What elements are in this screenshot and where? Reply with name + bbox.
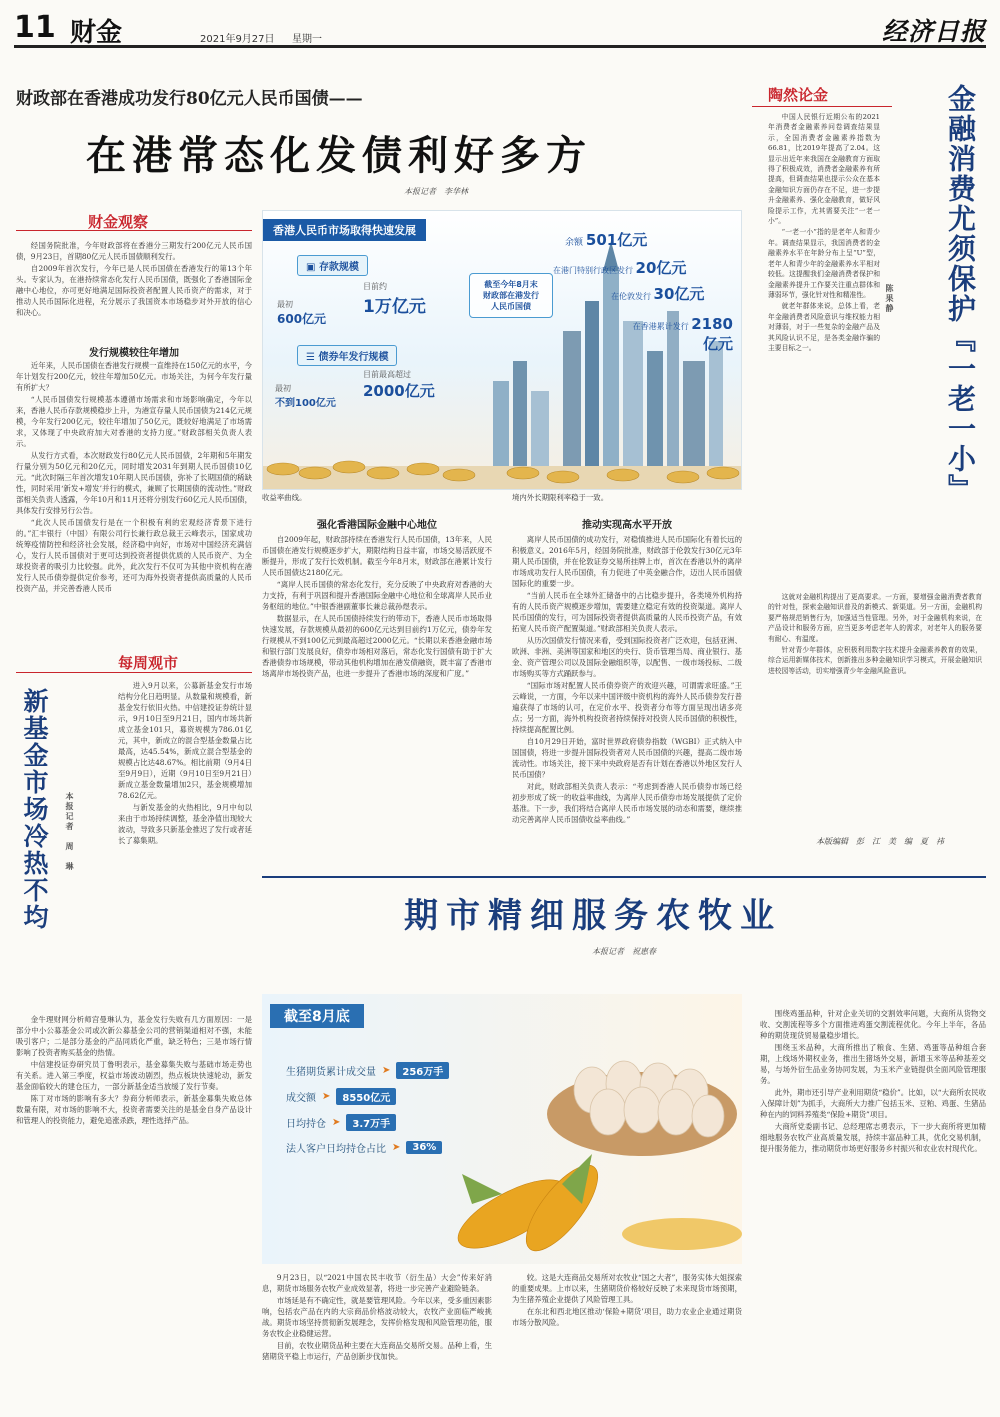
- commentary-rule: [752, 106, 892, 107]
- commentary-body-bottom: [768, 592, 982, 818]
- futures-paragraph: 较。这是大连商品交易所对农牧业“国之大者”，服务实体大姐探索的重要成果。上市以来，生猪期货价格较好反映了未来现货市场预期，为生猪养殖企业提供了风险管理工具。: [512, 1273, 742, 1304]
- finance-observation-label: 财金观察: [88, 213, 149, 231]
- deposit-label-text: 存款规模: [318, 262, 359, 273]
- deposit-current-label: 目前约: [363, 282, 387, 291]
- arrow-right-icon: ➤: [332, 1117, 341, 1128]
- issue-date: 2021年9月27日: [200, 34, 275, 45]
- futures-paragraph: 大商所党委副书记、总经理席志勇表示，下一步大商所将更加精细地服务农牧产业高质量发展，持续丰富品种工具，优化交易机制，提升服务能力，推动期货市场更好服务乡村振兴和农业农村现代化。: [760, 1122, 986, 1153]
- futures-stat-value: 256万手: [396, 1062, 449, 1079]
- stat-macau: [553, 257, 686, 278]
- futures-stat-value: 36%: [406, 1141, 442, 1154]
- fund-story-body-top: [118, 680, 252, 1010]
- futures-paragraph: 此外，期市还引导产业利用期货“稳价”。比如，以“大商所农民收入保障计划”为抓手，大商所大力推广包括玉米、豆粕、鸡蛋、生猪品种在内的饲料养殖类“保险+期货”项目。: [760, 1088, 986, 1119]
- body-paragraph: 数据显示，在人民币国债持续发行的带动下，香港人民币市场取得快速发展，存款规模从最初的600亿元达到目前约1万亿元，债券年发行规模从不到100亿元到最高超过2000亿元。“长期以来香港金融市场和银行部门发展良好，债券市场相对落后，常态化发行国债有助于扩大香港债券市场规模，带动其他机构增加在港发债融资，既丰富了香港市场离岸市场投资产品，也进一步提升了香港市场的深度和广度。”: [262, 614, 492, 678]
- arrow-right-icon: ➤: [382, 1065, 391, 1076]
- stat-label: 在伦敦发行: [611, 292, 651, 301]
- stat-label: 余额: [565, 238, 584, 248]
- stat-hongkong-total: [623, 315, 733, 354]
- body-paragraph: 从历次国债发行情况来看，受到国际投资者广泛欢迎，包括亚洲、欧洲、非洲、美洲等国家和地区的央行、货币管理当局、商业银行、基金、资产管理公司以及国际金融组织等，以配售、一级市场投标、二级市场购买等方式踊跃参与。: [512, 636, 742, 678]
- note-line: 截至今年8月末: [484, 280, 538, 289]
- fund-story-body-bottom: [16, 1014, 252, 1408]
- commentary-paragraph: “一老一小”指的是老年人和青少年。调查结果显示，我国消费者的金融素养水平在年龄分布上呈“U”型，老年人和青少年的金融素养水平相对较低。这提醒我们金融消费者保护和金融素养提升工作要关注重点群体和薄弱环节，强化针对性和精准性。: [768, 228, 880, 299]
- futures-body-col2: [512, 1272, 742, 1410]
- commentary-paragraph: 就老年群体来说，总体上看，老年金融消费者风险意识与维权能力相对薄弱，对于一些复杂的金融产品及其风险认识不足，是各类金融诈骗的主要目标之一。: [768, 302, 880, 352]
- deposit-initial: [277, 299, 326, 327]
- body-paragraph: 离岸人民币国债的成功发行，对稳慎推进人民币国际化有着长远的积极意义。2016年5月，经国务院批准，财政部于伦敦发行30亿元3年期人民币国债，并在伦敦证券交易所挂牌上市，首次在香港以外的离岸市场成功发行人民币国债，有力促进了中英金融合作，迈出人民币国债国际化的重要一步。: [512, 535, 742, 588]
- futures-byline: 本报记者 祝惠春: [592, 947, 656, 956]
- futures-headline: 期市精细服务农牧业: [404, 896, 782, 936]
- subheading-financial-center: 强化香港国际金融中心地位: [317, 520, 437, 531]
- issue-weekday: 星期一: [292, 34, 322, 45]
- commentary-block: [752, 84, 986, 864]
- bond-initial-value: 不到100亿元: [275, 398, 336, 409]
- top-story-byline: 本报记者 李华林: [404, 187, 468, 196]
- page-number: 11: [14, 10, 56, 45]
- futures-stat-row: [286, 1088, 449, 1105]
- deposit-scale-label: [297, 255, 368, 276]
- commentary-title: 金融消费尤须保护『一老一小』: [944, 84, 977, 504]
- futures-stats-list: [286, 1062, 449, 1164]
- futures-paragraph: 9月23日，以“2021中国农民丰收节（衍生品）大会”传来好消息，期货市场服务农牧产业成效显著，将进一步完善产业避险链条。: [262, 1273, 492, 1293]
- body-paragraph: 自10月29日开始，富时世界政府债券指数（WGBI）正式纳入中国国债，将进一步提升国际投资者对人民币国债的兴趣，提高二级市场流动性。市场关注，接下来中央政府是否有计划在香港以外地区发行人民币国债？: [512, 737, 742, 779]
- bond-initial-label: 最初: [275, 384, 291, 393]
- infographic-title: 香港人民币市场取得快速发展: [263, 219, 426, 241]
- body-paragraph: 从发行方式看，本次财政发行80亿元人民币国债，2年期和5年期发行量分别为50亿元和20亿元，同时增发2031年到期人民币国债10亿元。“此次时隔三年首次增发10年期人民币国债，弥补了长期国债的稀缺性，同时采用‘新发+增发’并行的模式，兼顾了长期国债的流动性。”财政部相关负责人透露，今年10月和11月还将分别发行60亿元人民币国债，具体发行安排另行公告。: [16, 451, 252, 515]
- futures-paragraph: 围绕鸡蛋品种，针对企业关切的交割效率问题，大商所从货物交收、交割流程等多个方面推进鸡蛋交割流程优化。今年上半年，各品种的期货现货贸易量稳步增长。: [760, 1009, 986, 1040]
- body-paragraph: “此次人民币国债发行是在一个积极有利的宏观经济背景下进行的。”汇丰银行（中国）有限公司行长兼行政总裁王云峰表示，国家成功统筹疫情防控和经济社会发展，经济稳中向好，市场对中国经济充满信心，发行人民币国债对于更可达到投资者提供优质的人民币资产、为全球投资者的吸引力比较强。此外，此次发行不仅可为其他中资机构在港发行人民币债券提供定价参考，还可为海外投资者提供高质量的人民币投资产品，并完善香港人民币: [16, 518, 252, 593]
- futures-rule: [262, 876, 986, 878]
- body-paragraph: 对此，财政部相关负责人表示：“考虑到香港人民币债券市场已经初步形成了统一的收益率曲线，为离岸人民币债券市场发展提供了定价基准。下一步，我们将结合离岸人民币市场发展的动态和需要，继续推动完善离岸人民币国债收益率曲线。”: [512, 782, 742, 824]
- fund-paragraph: 金牛理财网分析师宫曼琳认为，基金发行失败有几方面原因：一是部分中小公募基金公司或次新公募基金公司的营销渠道相对不强，未能吸引客户；二是部分基金的产品同质化严重，缺乏特色；三是市场行情影响了投资者购买基金的热情。: [16, 1015, 252, 1057]
- stat-value: 20亿元: [635, 259, 687, 277]
- futures-paragraph: 目前，农牧业期货品种主要在大连商品交易所交易。品种上看，生猪期货平稳上市运行，产品创新步伐加快。: [262, 1341, 492, 1361]
- fund-paragraph: 与新发基金的火热相比，9月中旬以来由于市场持续调整，基金净值出现较大波动，导致多只新基金推迟了发行或者延长了募集期。: [118, 803, 252, 845]
- futures-body-col1: [262, 1272, 492, 1410]
- fund-paragraph: 中信建投证券研究员丁鲁明表示，基金募集失败与基础市场走势也有关系。进入第三季度，权益市场波动剧烈，热点板块快速轮动，新发基金面临较大的建仓压力，一部分新基金适当放缓了发行节奏。: [16, 1060, 252, 1091]
- futures-stat-row: [286, 1062, 449, 1079]
- cumulative-note: [469, 273, 553, 318]
- commentary-paragraph: 这就对金融机构提出了更高要求。一方面，要增强金融消费者教育的针对性，探索金融知识普及的新模式、新渠道。另一方面，金融机构要严格规范销售行为，加强适当性管理。另外，对于金融机构来说，在产品设计和服务方面，应当更多考虑老年人的需求，对老年人的服务要有耐心、有温度。: [768, 593, 982, 643]
- finance-observation-rule: [16, 230, 252, 231]
- top-story-body-3: [512, 534, 742, 864]
- futures-stat-label: 生猪期货累计成交量: [286, 1067, 376, 1078]
- stat-label: 在香港累计发行: [632, 322, 689, 331]
- futures-stat-row: [286, 1114, 449, 1131]
- futures-stat-value: 8550亿元: [336, 1088, 396, 1105]
- stat-value: 2180亿元: [691, 315, 733, 353]
- body-paragraph: “人民币国债发行规模基本遵循市场需求和市场影响确定，今年以来，香港人民币存款规模稳步上升，为港宣存量人民币国债为214亿元规模，今年发行200亿元，较往年增加了50亿元，既较好地满足了市场需求，又体现了中央政府加大对香港的支持力度。”财政部相关负责人表示。: [16, 395, 252, 448]
- stat-london: [611, 283, 704, 304]
- futures-stat-label: 法人客户日均持仓占比: [286, 1144, 386, 1155]
- document-icon: ☰: [306, 352, 319, 363]
- bond-current-value: 2000亿元: [363, 382, 435, 400]
- infographic: [262, 210, 742, 490]
- commentary-author: 陈果静: [885, 284, 894, 314]
- body-paragraph: 自2009年起，财政部持续在香港发行人民币国债，13年来，人民币国债在港发行规模逐步扩大，期限结构日益丰富，市场交易活跃度不断提升，形成了发行长效机制。截至今年8月末，财政部在港累计发行人民币国债达2180亿元。: [262, 535, 492, 577]
- fund-paragraph: 陈丁对市场的影响有多大？券商分析师表示，新基金募集失败总体数量有限，对市场的影响不大，投资者需要关注的是基金自身产品设计和管理人的投资能力，避免追涨杀跌，理性选择产品。: [16, 1094, 252, 1125]
- note-line: 人民币国债: [491, 302, 531, 311]
- bond-current-label: 目前最高超过: [363, 370, 411, 379]
- body-paragraph: “离岸人民币国债的常态化发行，充分反映了中央政府对香港的大力支持，有利于巩固和提升香港国际金融中心地位和全球离岸人民币业务枢纽的地位。”中银香港副董事长兼总裁孙煜表示。: [262, 580, 492, 611]
- deposit-initial-label: 最初: [277, 300, 293, 309]
- commentary-paragraph: 针对青少年群体，应积极利用数字技术提升金融素养教育的效果，综合运用新媒体技术，创新推出多种金融知识学习模式，开展金融知识进校园等活动，切实增强青少年金融风险意识。: [768, 646, 982, 675]
- top-story-kicker: 财政部在香港成功发行80亿元人民币国债——: [16, 89, 363, 109]
- arrow-right-icon: ➤: [322, 1091, 331, 1102]
- stat-balance: [565, 229, 647, 250]
- futures-paragraph: 围绕玉米品种，大商所推出了粮食、生猪、鸡蛋等品种组合套期，上线场外期权业务，推出生猪场外交易，新增玉米等品种基差交易，与场外衍生品业务协同发展，为玉米产业链提供全面风险管理服务。: [760, 1043, 986, 1085]
- bond-current: [363, 369, 435, 401]
- futures-paragraph: 市场延是有不确定性，就是要管理风险。今年以来，受多重因素影响，包括农产品在内的大宗商品价格波动较大，农牧产业面临严峻挑战。期货市场坚持贯彻新发展理念，发挥价格发现和风险管理功能，服务农牧企业稳健运营。: [262, 1296, 492, 1338]
- deposit-current-value: 1万亿元: [363, 297, 426, 317]
- top-story-body-1: [16, 360, 252, 628]
- futures-paragraph: 在东北和西北地区推动‘保险+期货’项目，助力农业企业通过期货市场分散风险。: [512, 1307, 742, 1327]
- stat-value: 30亿元: [653, 285, 705, 303]
- lead-paragraph: 经国务院批准，今年财政部将在香港分三期发行200亿元人民币国债，9月23日，首期80亿元人民币国债顺利发行。: [16, 241, 252, 261]
- futures-stat-label: 成交额: [286, 1093, 316, 1104]
- top-story-body-2: [262, 534, 492, 864]
- body-paragraph: “国际市场对配置人民币债券资产的欢迎兴趣，可谓需求旺盛。”王云峰说，一方面，今年以来中国评级中资机构的海外人民币债券发行普遍获得了市场的认可，在定价水平、投资者分布等方面呈现出诸多亮点；另一方面，海外机构投资者持续保持对投资人民币国债的积极性，持续提高配置比例。: [512, 681, 742, 734]
- body-paragraph: “当前人民币在全球外汇储备中的占比稳步提升，各类境外机构持有的人民币资产规模逐步增加，需要建立稳定有效的投资渠道。离岸人民币国债的发行，可为国际投资者提供高质量的人民币投资产品，有效拓宽人民币资产配置渠道。”财政部相关负责人表示。: [512, 591, 742, 633]
- masthead: [14, 8, 986, 48]
- section-name: 财金: [70, 18, 123, 48]
- bond-label-text: 债券年发行规模: [318, 352, 389, 363]
- stat-value: 501亿元: [585, 231, 648, 249]
- futures-stat-label: 日均持仓: [286, 1119, 326, 1130]
- futures-body-col3: [760, 1008, 986, 1408]
- fund-story-byline: 本报记者 周 琳: [65, 792, 74, 872]
- safe-icon: ▣: [306, 262, 319, 273]
- top-story-headline: 在港常态化发债利好多方: [86, 132, 592, 179]
- deposit-initial-value: 600亿元: [277, 312, 327, 326]
- commentary-body-top: [768, 112, 880, 588]
- weekly-market-rule: [16, 672, 252, 673]
- page-editor-credit: 本版编辑 彭 江 美 编 夏 祎: [816, 837, 944, 846]
- fund-paragraph: 进入9月以来，公募新基金发行市场结构分化日趋明显。从数量和规模看，新基金发行依旧火热。中信建投证券统计显示，9月10日至9月21日，国内市场共新成立基金101只，募资规模为786.01亿元，其中，新成立的混合型基金数量占比最高，达45.54%，新成立混合型基金的规模占比达48.67%。相比前期（9月4日至9月9日），近期（9月10日至9月21日）新成立基金数量增加2只，基金规模增加78.62亿元。: [118, 681, 252, 800]
- weekly-market-label: 每周观市: [118, 654, 179, 672]
- deposit-current: [363, 281, 426, 317]
- futures-panel-title: 截至8月底: [270, 1004, 364, 1028]
- body-paragraph: 近年来，人民币国债在香港发行规模一直维持在150亿元的水平，今年计划发行200亿元，较往年增加50亿元。市场关注，为何今年发行量有所扩大？: [16, 361, 252, 392]
- lead-paragraph: 自2009年首次发行，今年已是人民币国债在香港发行的第13个年头。专家认为，在港持续常态化发行人民币国债，既强化了香港国际金融中心地位，亦可更好地满足国际投资者配置人民币资产的需求，对于推动人民币国际化进程，充分展示了我国资本市场稳步对外开放的信心和决心。: [16, 264, 252, 317]
- futures-stats-panel: [262, 994, 742, 1264]
- bond-initial: [275, 383, 336, 409]
- stat-label: 在港门特别行政区发行: [553, 266, 633, 275]
- subheading-issuance-scale: 发行规模较往年增加: [89, 348, 179, 359]
- bond-issuance-label: [297, 345, 397, 366]
- futures-stat-value: 3.7万手: [346, 1114, 396, 1131]
- futures-stat-row: [286, 1140, 449, 1155]
- body-continuation: 收益率曲线。: [262, 493, 307, 502]
- newspaper-logo: 经济日报: [881, 17, 986, 46]
- body-continuation: 境内外长期限利率稳于一致。: [512, 493, 609, 502]
- fund-story-title: 新基金市场冷热不均: [20, 688, 49, 931]
- commentary-column-label: 陶然论金: [768, 86, 829, 104]
- commentary-paragraph: 中国人民银行近期公布的2021年消费者金融素养问卷调查结果显示，全国消费者金融素养指数为66.81，比2019年提高了2.04。这显示出近年来我国在金融教育方面取得了积极成效，消费者金融素养有所提高，但调查结果也提示公众在基本金融知识方面仍存在不足，进一步提升金融素养、强化金融教育，做好风险提示工作，尤其需要关注“一老一小”。: [768, 113, 880, 226]
- top-story-lead: [16, 240, 252, 338]
- subheading-high-level-opening: 推动实现高水平开放: [582, 520, 672, 531]
- note-line: 财政部在港发行: [483, 291, 539, 300]
- arrow-right-icon: ➤: [392, 1142, 401, 1153]
